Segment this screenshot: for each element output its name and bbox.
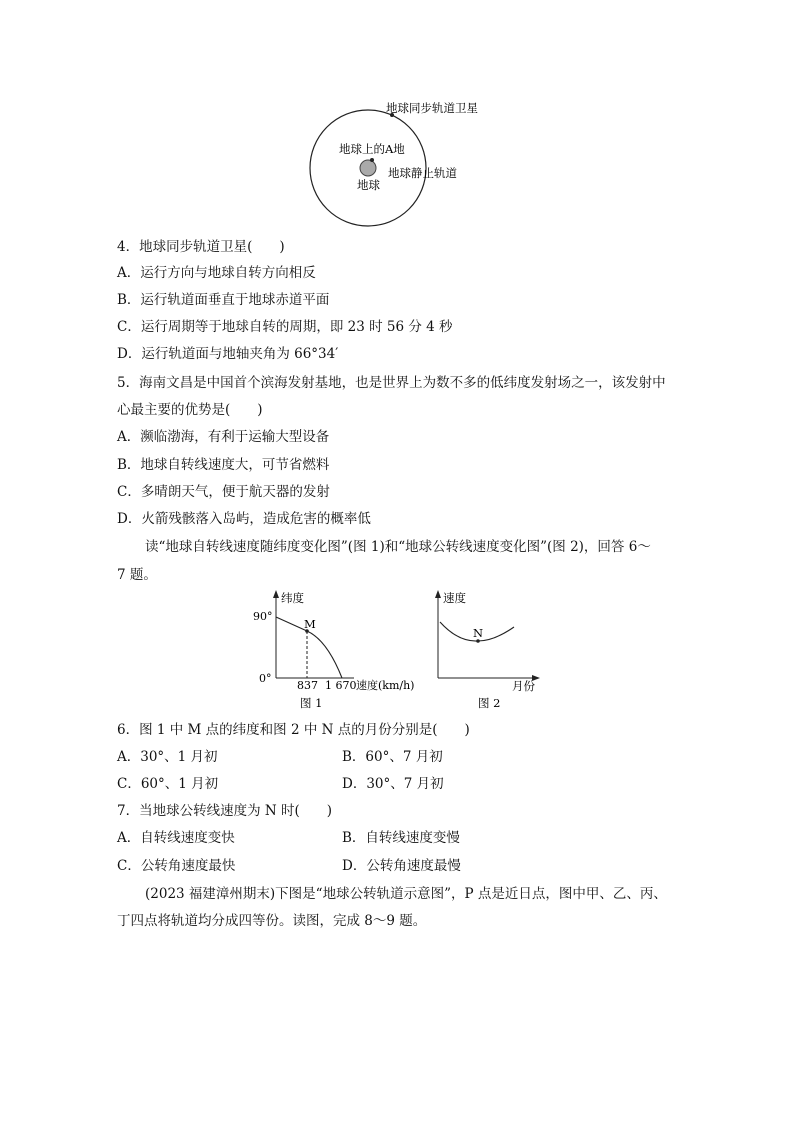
fig1-x-tick-1670: 1 670 [325,679,357,692]
q4-option-d: D．运行轨道面与地轴夹角为 66°34′ [117,346,339,362]
q6-option-a: A．30°、1 月初 [117,749,218,765]
q6-option-d: D．30°、7 月初 [342,776,444,792]
figure-1-chart [250,590,430,712]
q5-stem-line2: 心最主要的优势是( ) [117,402,263,418]
intro67-line1: 读“地球自转线速度随纬度变化图”(图 1)和“地球公转线速度变化图”(图 2)，回答 6～ [145,539,651,555]
q7-option-c: C．公转角速度最快 [117,858,236,874]
fig2-caption: 图 2 [478,696,501,710]
fig2-point-n-label: N [473,626,484,640]
fig1-y-zero-tick: 0° [259,672,272,685]
q4-option-c: C．运行周期等于地球自转的周期，即 23 时 56 分 4 秒 [117,319,453,335]
intro67-line2: 7 题。 [117,567,157,583]
q7-stem: 7．当地球公转线速度为 N 时( ) [117,803,333,819]
fig2-y-arrow [435,590,441,598]
q5-option-a: A．濒临渤海，有利于运输大型设备 [117,429,330,445]
fig1-y-arrow [273,590,279,598]
q4-option-b: B．运行轨道面垂直于地球赤道平面 [117,292,330,308]
satellite-label: 地球同步轨道卫星 [386,101,478,115]
fig1-caption: 图 1 [300,696,323,710]
q6-option-c: C．60°、1 月初 [117,776,219,792]
earth-label: 地球 [357,178,380,192]
fig1-x-axis-label: 速度(km/h) [356,679,415,692]
figure-2-chart [432,590,552,712]
q4-option-a: A．运行方向与地球自转方向相反 [117,265,316,281]
fig2-y-axis-label: 速度 [443,591,466,605]
q5-option-b: B．地球自转线速度大，可节省燃料 [117,457,330,473]
intro89-line1: (2023 福建漳州期末)下图是“地球公转轨道示意图”，P 点是近日点，图中甲、乙、丙、 [145,886,667,902]
q6-option-b: B．60°、7 月初 [342,749,443,765]
q5-option-c: C．多晴朗天气，便于航天器的发射 [117,484,330,500]
fig1-x-tick-837: 837 [297,679,318,692]
q7-option-d: D．公转角速度最慢 [342,858,461,874]
q5-option-d: D．火箭残骸落入岛屿，造成危害的概率低 [117,511,371,527]
orbit-label: 地球静止轨道 [388,166,457,180]
fig1-y-axis-label: 纬度 [281,591,304,605]
point-a-label: 地球上的A地 [339,142,405,156]
q5-stem-line1: 5．海南文昌是中国首个滨海发射基地，也是世界上为数不多的低纬度发射场之一，该发射中 [117,375,666,391]
q4-stem: 4．地球同步轨道卫星( ) [117,239,285,255]
intro89-line2: 丁四点将轨道均分成四等份。读图，完成 8～9 题。 [117,913,427,929]
earth-circle [360,160,376,176]
q7-option-a: A．自转线速度变快 [117,830,235,846]
q7-option-b: B．自转线速度变慢 [342,830,460,846]
fig1-point-m-label: M [304,617,316,631]
fig2-x-axis-label: 月份 [512,679,535,693]
point-a-dot [370,158,374,162]
fig1-y-top-tick: 90° [253,610,273,623]
orbit-figure [300,95,500,230]
q6-stem: 6．图 1 中 M 点的纬度和图 2 中 N 点的月份分别是( ) [117,722,470,738]
